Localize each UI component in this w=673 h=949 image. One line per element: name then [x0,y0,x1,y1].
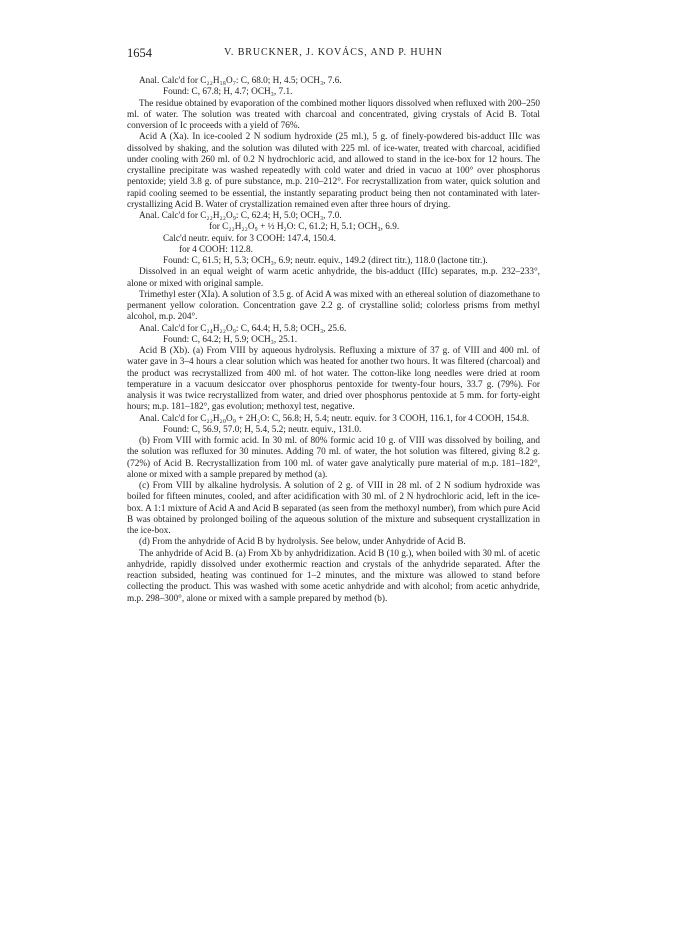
analysis-found: Found: C, 61.5; H, 5.3; OCH₃, 6.9; neutr. equiv., 149.2 (direct titr.), 118.0 (lactone titr.). [163,256,488,266]
analysis-calcd: Anal. Calc'd for C₂₂H₂₂O₉: C, 62.4; H, 5.0; OCH₃, 7.0. [139,211,342,221]
analysis-found: Found: C, 67.8; H, 4.7; OCH₃, 7.1. [163,87,293,98]
analysis-neutr-equiv: Calc'd neutr. equiv. for 3 COOH: 147.4, 150.4. [163,233,336,244]
analysis-calcd: Anal. Calc'd for C₂₂H₂₀O₉ + 2H₂O: C, 56.8; H, 5.4; neutr. equiv. for 3 COOH, 116.1, for 4 COOH, 154.8. [139,413,530,424]
analysis-calcd-hydrate: for C₂₂H₂₂O₉ + ½ H₂O: C, 61.2; H, 5.1; OCH₃, 6.9. [209,222,400,233]
paragraph-trimethyl-ester: Trimethyl ester (XIa). A solution of 3.5 g. of Acid A was mixed with an ethereal solution of diazomethane to permanent yellow coloration. Concentration gave 2.2 g. of crystalline solid; colorless prisms from methyl alcohol, m.p. 204°. [127,289,540,323]
analysis-found: Found: C, 64.2; H, 5.9; OCH₃, 25.1. [163,334,298,345]
running-title: V. BRUCKNER, J. KOVÁCS, AND P. HUHN [224,47,443,58]
analysis-calcd: Anal. Calc'd for C₂₄H₂₂O₉: C, 64.4; H, 5.8; OCH₃, 25.6. [139,323,347,334]
analysis-found: Found: C, 56.9, 57.0; H, 5.4, 5.2; neutr. equiv., 131.0. [163,424,362,435]
article-body [127,76,540,605]
paragraph-anhydride: The anhydride of Acid B. (a) From Xb by anhydridization. Acid B (10 g.), when boiled with 30 ml. of acetic anhydride, rapidly dissolved under exothermic reaction and crystals of the anhydride separated. After the reaction subsided, heating was continued for 1–2 minutes, and the mixture was allowed to stand before collecting the product. This was washed with some acetic anhydride and with alcohol; from acetic anhydride, m.p. 298–300°, alone or mixed with a sample prepared by method (b). [127,548,541,604]
paragraph-acid-b-d: (d) From the anhydride of Acid B by hydrolysis. See below, under Anhydride of Acid B. [139,537,466,548]
paragraph-acetic-anhydride: Dissolved in an equal weight of warm acetic anhydride, the bis-adduct (IIIc) separates, m.p. 232–233°, alone or mixed with original sample. [127,267,540,289]
analysis-neutr-equiv-4: for 4 COOH: 112.8. [179,244,253,255]
paragraph-acid-a: Acid A (Xa). In ice-cooled 2 N sodium hydroxide (25 ml.), 5 g. of finely-powdered bis-adduct IIIc was dissolved by shaking, and the solution was diluted with 225 ml. of ice-water, treated with charcoal, acidified under cooling with 260 ml. of 0.2 N hydrochloric acid, and allowed to stand in the ice-box for 12 hours. The crystalline precipitate was washed repeatedly with cold water and dried in vacuo at 100° over phosphorus pentoxide; yield 3.8 g. of pure substance, m.p. 210–212°. For recrystallization from water, quick solution and rapid cooling seemed to be essential, the instantly separating product being then not contaminated with later-crystallizing Acid B. Water of crystallization remained even after three hours of drying. [127,132,540,210]
analysis-calcd: Anal. Calc'd for C₂₂H₁₈O₇: C, 68.0; H, 4.5; OCH₃, 7.6. [139,76,342,86]
paragraph-acid-b-c: (c) From VIII by alkaline hydrolysis. A solution of 2 g. of VIII in 28 ml. of 2 N sodium hydroxide was boiled for fifteen minutes, cooled, and after acidification with 30 ml. of 2 N hydrochloric acid, left in the ice-box. A 1:1 mixture of Acid A and Acid B separated (as seen from the methoxyl number), from which pure Acid B was obtained by prolonged boiling of the aqueous solution of the mixture and subsequent crystallization in the ice-box. [127,481,540,536]
page-header [127,46,540,62]
paragraph-acid-b-b: (b) From VIII with formic acid. In 30 ml. of 80% formic acid 10 g. of VIII was dissolved by boiling, and the solution was refluxed for 30 minutes. Adding 70 ml. of water, the hot solution was filtered, giving 8.2 g. (72%) of Acid B. Recrystallization from 100 ml. of water gave analytically pure material of m.p. 181–182°, alone or mixed with a sample prepared by method (a). [127,436,540,480]
page-number: 1654 [127,46,152,60]
paragraph-acid-b-a: Acid B (Xb). (a) From VIII by aqueous hydrolysis. Refluxing a mixture of 37 g. of VIII and 400 ml. of water gave in 3–4 hours a clear solution which was heated for another two hours. It was filtered (charcoal) and the product was recrystallized from 400 ml. of hot water. The cotton-like long needles were dried at room temperature in a vacuum desiccator over phosphorus pentoxide for twenty-four hours, 33.7 g. (79%). For analysis it was twice recrystallized from water, and dried over phosphorus pentoxide at 5 mm. for forty-eight hours; m.p. 181–182°, gas evolution; methoxyl test, negative. [127,346,540,413]
paragraph-mother-liquors: The residue obtained by evaporation of the combined mother liquors dissolved when refluxed with 200–250 ml. of water. The solution was treated with charcoal and concentrated, giving crystals of Acid B. Total conversion of Ic proceeds with a yield of 76%. [127,98,540,131]
